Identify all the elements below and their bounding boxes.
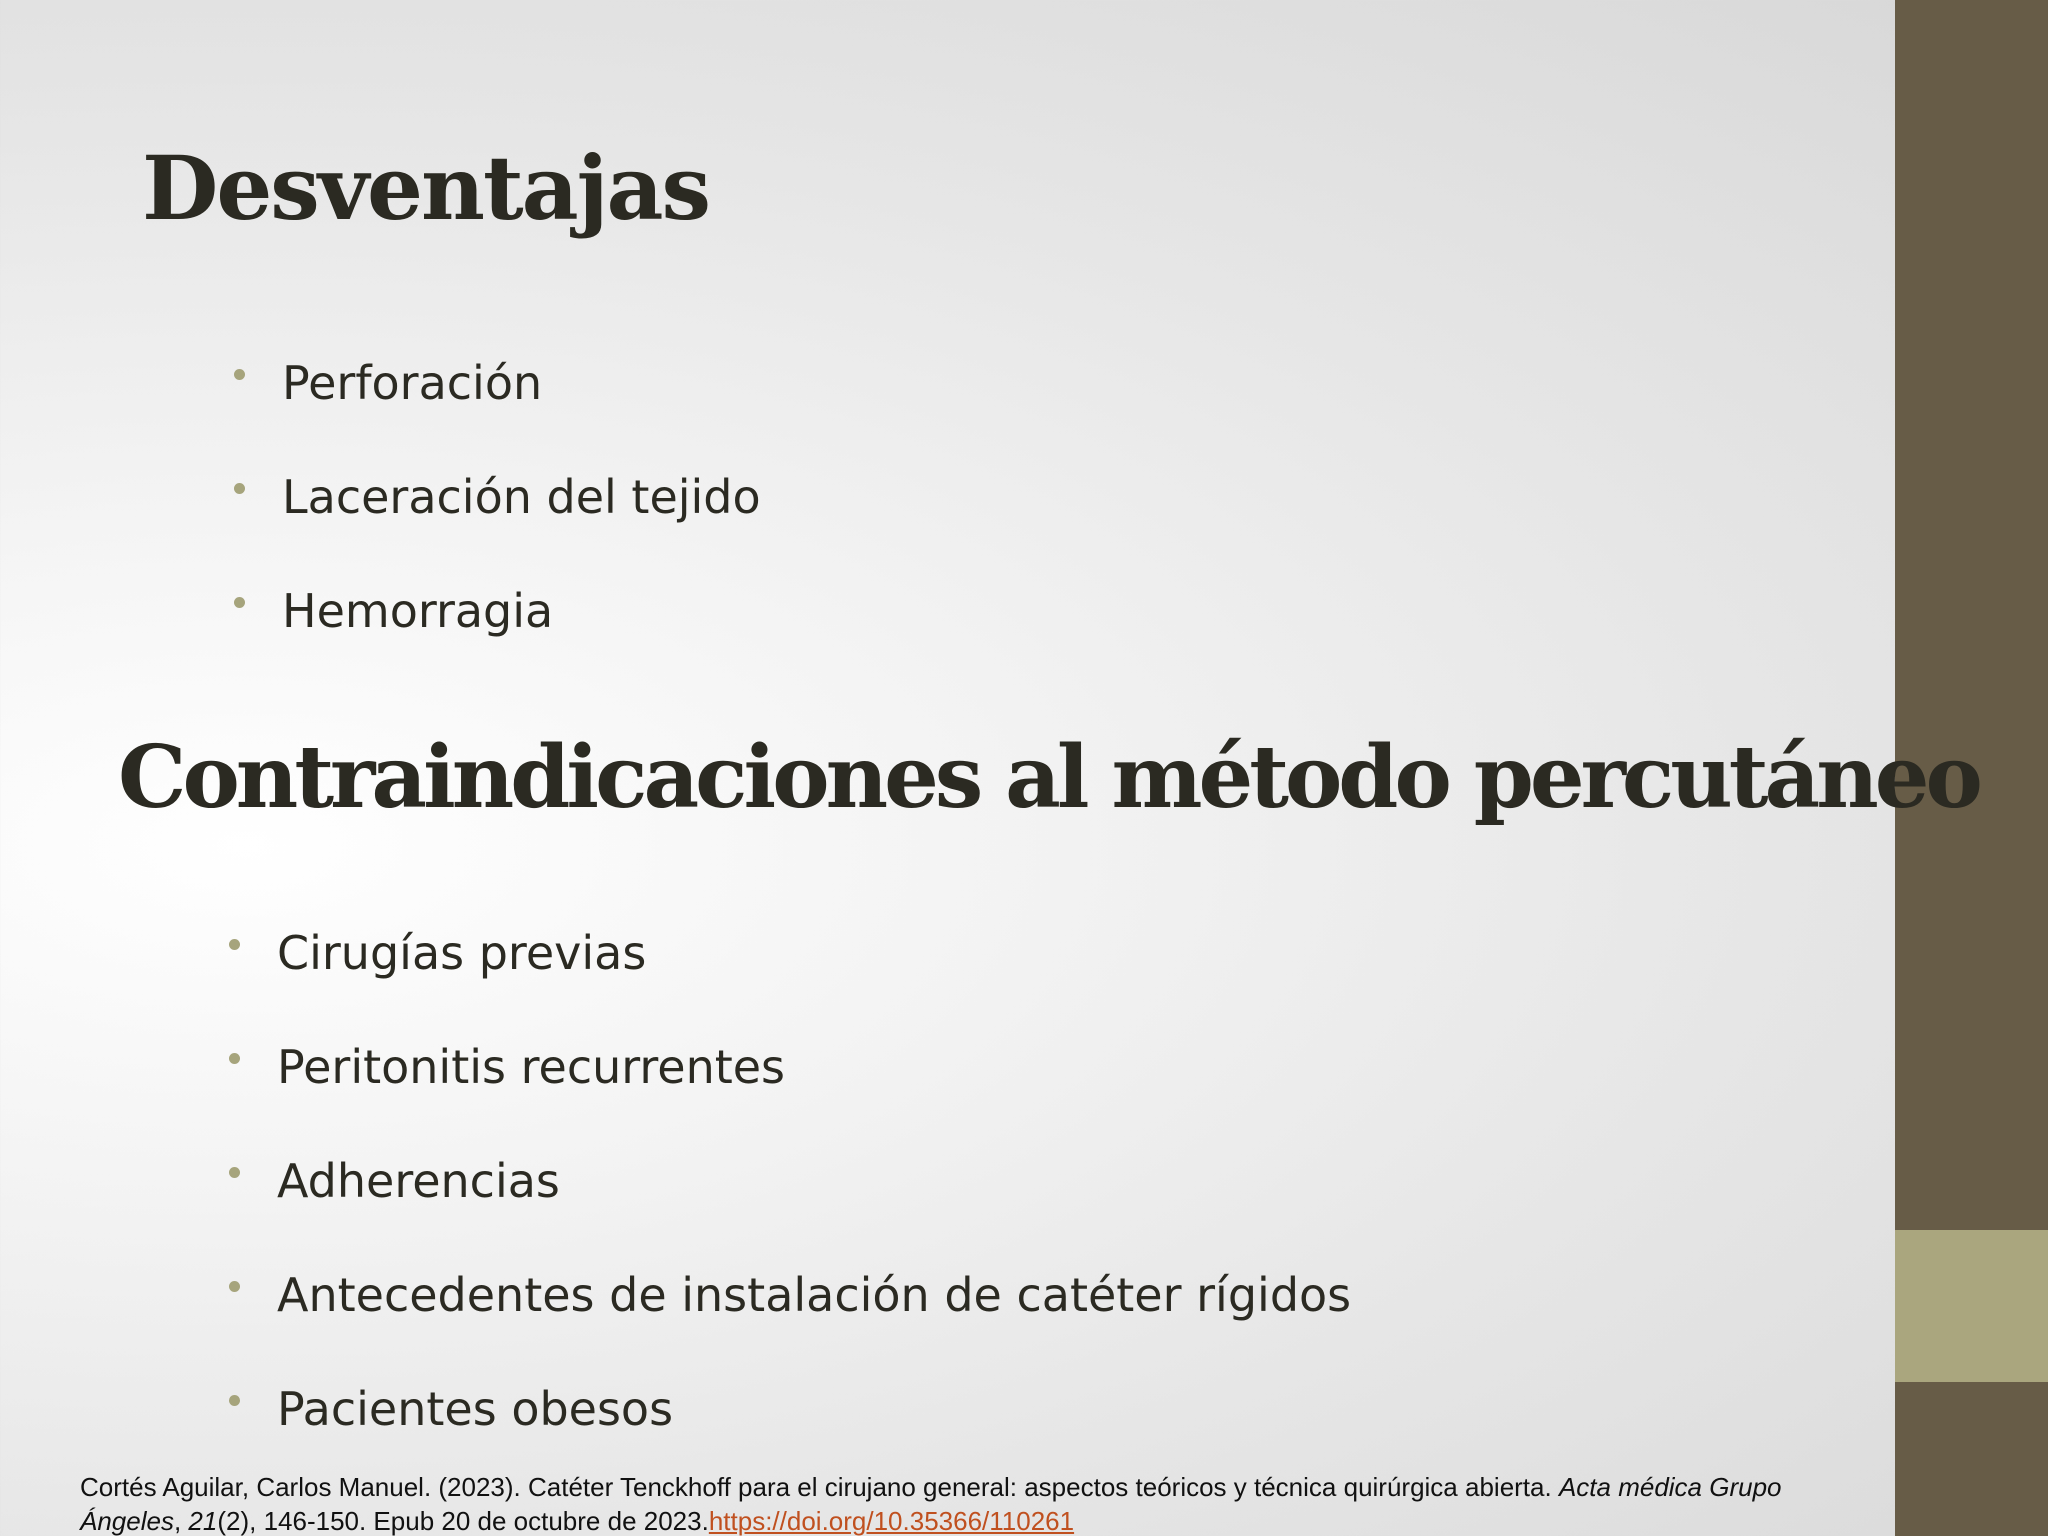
bullet-dot-icon [229,939,240,950]
right-accent-block [1895,1230,2048,1382]
list-item-label: Laceración del tejido [282,470,761,524]
list-item [229,1238,1351,1352]
bullet-dot-icon [234,483,245,494]
list-item-label: Antecedentes de instalación de catéter rígidos [277,1268,1352,1322]
desventajas-list [234,326,761,668]
list-item [229,896,1351,1010]
list-item [234,554,761,668]
slide-title-contraindicaciones: Contraindicaciones al método percutáneo [118,727,1979,828]
doi-link[interactable]: https://doi.org/10.35366/110261 [708,1506,1075,1536]
list-item [234,440,761,554]
bullet-dot-icon [229,1281,240,1292]
list-item-label: Adherencias [277,1154,560,1208]
bullet-dot-icon [234,369,245,380]
list-item [234,326,761,440]
list-item-label: Cirugías previas [277,926,647,980]
reference-citation [80,1470,1880,1536]
list-item-label: Hemorragia [282,584,554,638]
slide-title-desventajas: Desventajas [142,136,710,240]
list-item-label: Peritonitis recurrentes [277,1040,786,1094]
citation-text: Cortés Aguilar, Carlos Manuel. (2023). Catéter Tenckhoff para el cirujano general: aspectos teóricos y técnica quirúrgica abierta. [80,1472,1559,1502]
citation-journal: Acta médica Grupo Ángeles [80,1472,1782,1536]
list-item [229,1010,1351,1124]
list-item-label: Pacientes obesos [277,1382,674,1436]
list-item-label: Perforación [282,356,543,410]
citation-text: , [173,1506,189,1536]
list-item [229,1352,1351,1466]
list-item [229,1124,1351,1238]
citation-volume: 21 [188,1506,218,1536]
bullet-dot-icon [234,597,245,608]
bullet-dot-icon [229,1167,240,1178]
bullet-dot-icon [229,1053,240,1064]
citation-text: (2), 146-150. Epub 20 de octubre de 2023. [217,1506,709,1536]
contraindicaciones-list [229,896,1351,1466]
bullet-dot-icon [229,1395,240,1406]
